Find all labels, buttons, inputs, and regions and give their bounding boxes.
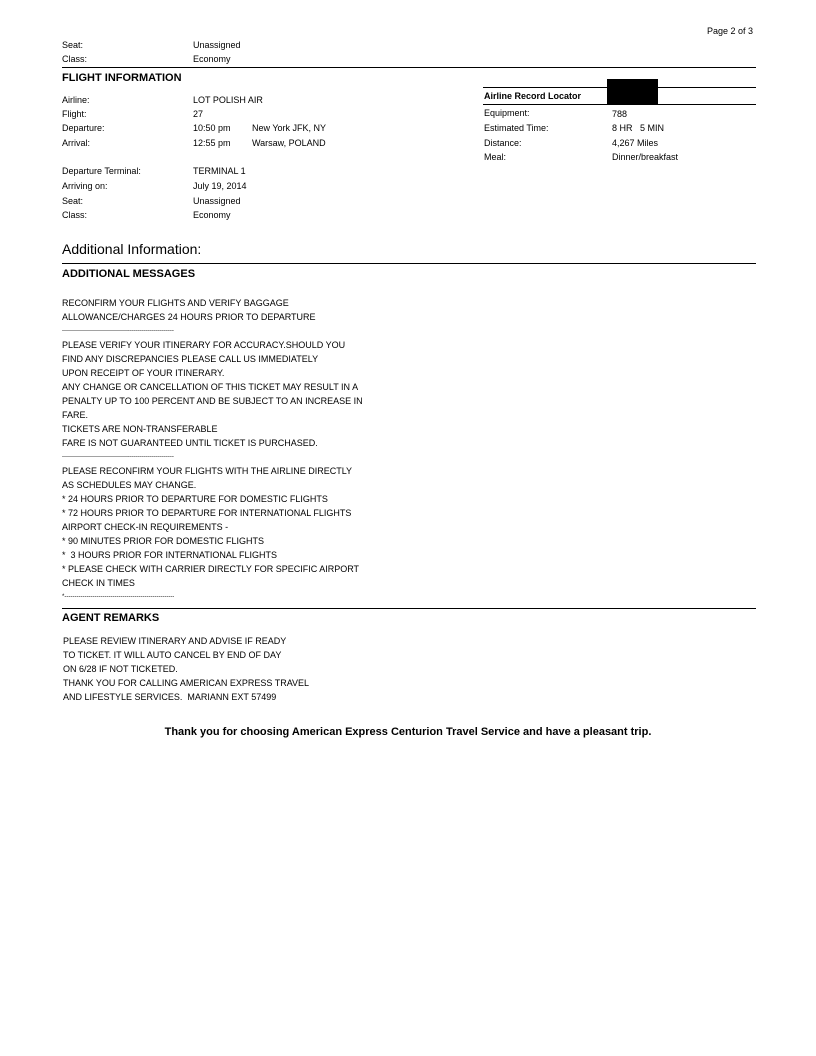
message-line: * 90 MINUTES PRIOR FOR DOMESTIC FLIGHTS xyxy=(62,536,265,546)
est-time-value: 8 HR 5 MIN xyxy=(612,123,665,133)
divider xyxy=(62,263,756,264)
record-locator-bottom-rule xyxy=(483,104,756,105)
arrival-label: Arrival: xyxy=(62,138,91,148)
seat-label: Seat: xyxy=(62,196,84,206)
message-line: FARE IS NOT GUARANTEED UNTIL TICKET IS PURCHASED. xyxy=(62,438,318,448)
terminal-value: TERMINAL 1 xyxy=(193,166,246,176)
prev-class-value: Economy xyxy=(193,54,231,64)
remark-line: PLEASE REVIEW ITINERARY AND ADVISE IF READY xyxy=(63,636,287,646)
message-line: AS SCHEDULES MAY CHANGE. xyxy=(62,480,197,490)
distance-label: Distance: xyxy=(484,138,522,148)
departure-city: New York JFK, NY xyxy=(252,123,327,133)
message-line: TICKETS ARE NON-TRANSFERABLE xyxy=(62,424,218,434)
message-line: * 72 HOURS PRIOR TO DEPARTURE FOR INTERNATIONAL FLIGHTS xyxy=(62,508,352,518)
airline-label: Airline: xyxy=(62,95,90,105)
prev-seat-value: Unassigned xyxy=(193,40,241,50)
message-line: CHECK IN TIMES xyxy=(62,578,135,588)
arrival-city: Warsaw, POLAND xyxy=(252,138,326,148)
meal-label: Meal: xyxy=(484,152,507,162)
meal-value: Dinner/breakfast xyxy=(612,152,679,162)
departure-label: Departure: xyxy=(62,123,105,133)
redaction-box xyxy=(607,79,658,104)
message-line: ALLOWANCE/CHARGES 24 HOURS PRIOR TO DEPARTURE xyxy=(62,312,316,322)
message-line: FARE. xyxy=(62,410,89,420)
remark-line: ON 6/28 IF NOT TICKETED. xyxy=(63,664,178,674)
arrival-time: 12:55 pm xyxy=(193,138,231,148)
message-line: -------------------------------------------------------- xyxy=(62,328,174,334)
est-time-label: Estimated Time: xyxy=(484,123,549,133)
equipment-label: Equipment: xyxy=(484,108,530,118)
remark-line: AND LIFESTYLE SERVICES. MARIANN EXT 57499 xyxy=(63,692,277,702)
prev-seat-label: Seat: xyxy=(62,40,84,50)
message-line: PLEASE RECONFIRM YOUR FLIGHTS WITH THE AIRLINE DIRECTLY xyxy=(62,466,353,476)
page-number: Page 2 of 3 xyxy=(707,26,754,36)
divider xyxy=(62,608,756,609)
flight-value: 27 xyxy=(193,109,204,119)
message-line: PENALTY UP TO 100 PERCENT AND BE SUBJECT TO AN INCREASE IN xyxy=(62,396,363,406)
additional-messages-list xyxy=(62,296,363,604)
record-locator-label: Airline Record Locator xyxy=(484,91,582,101)
message-line: UPON RECEIPT OF YOUR ITINERARY. xyxy=(62,368,225,378)
seat-value: Unassigned xyxy=(193,196,241,206)
message-line: PLEASE VERIFY YOUR ITINERARY FOR ACCURACY.SHOULD YOU xyxy=(62,340,346,350)
additional-info-title: Additional Information: xyxy=(62,241,202,257)
message-line: RECONFIRM YOUR FLIGHTS AND VERIFY BAGGAGE xyxy=(62,298,289,308)
flight-label: Flight: xyxy=(62,109,87,119)
remark-line: TO TICKET. IT WILL AUTO CANCEL BY END OF DAY xyxy=(63,650,282,660)
message-line: ANY CHANGE OR CANCELLATION OF THIS TICKET MAY RESULT IN A xyxy=(62,382,359,392)
message-line: * PLEASE CHECK WITH CARRIER DIRECTLY FOR SPECIFIC AIRPORT xyxy=(62,564,360,574)
equipment-value: 788 xyxy=(612,109,628,119)
message-line: *------------------------------------------------------- xyxy=(62,594,175,600)
additional-messages-heading: ADDITIONAL MESSAGES xyxy=(62,268,196,280)
agent-remarks-heading: AGENT REMARKS xyxy=(62,612,160,624)
message-line: * 24 HOURS PRIOR TO DEPARTURE FOR DOMESTIC FLIGHTS xyxy=(62,494,328,504)
message-line: -------------------------------------------------------- xyxy=(62,454,174,460)
departure-time: 10:50 pm xyxy=(193,123,231,133)
message-line: AIRPORT CHECK-IN REQUIREMENTS - xyxy=(62,522,229,532)
message-line: FIND ANY DISCREPANCIES PLEASE CALL US IMMEDIATELY xyxy=(62,354,319,364)
divider xyxy=(62,67,756,68)
agent-remarks-list xyxy=(63,634,309,704)
message-line: * 3 HOURS PRIOR FOR INTERNATIONAL FLIGHTS xyxy=(62,550,278,560)
flight-info-heading: FLIGHT INFORMATION xyxy=(62,72,182,84)
remark-line: THANK YOU FOR CALLING AMERICAN EXPRESS TRAVEL xyxy=(63,678,310,688)
closing-message: Thank you for choosing American Express Centurion Travel Service and have a pleasant trip. xyxy=(164,726,652,738)
prev-class-label: Class: xyxy=(62,54,88,64)
arriving-value: July 19, 2014 xyxy=(193,181,247,191)
class-value: Economy xyxy=(193,210,231,220)
terminal-label: Departure Terminal: xyxy=(62,166,141,176)
distance-value: 4,267 Miles xyxy=(612,138,659,148)
arriving-label: Arriving on: xyxy=(62,181,108,191)
airline-value: LOT POLISH AIR xyxy=(193,95,263,105)
class-label: Class: xyxy=(62,210,88,220)
